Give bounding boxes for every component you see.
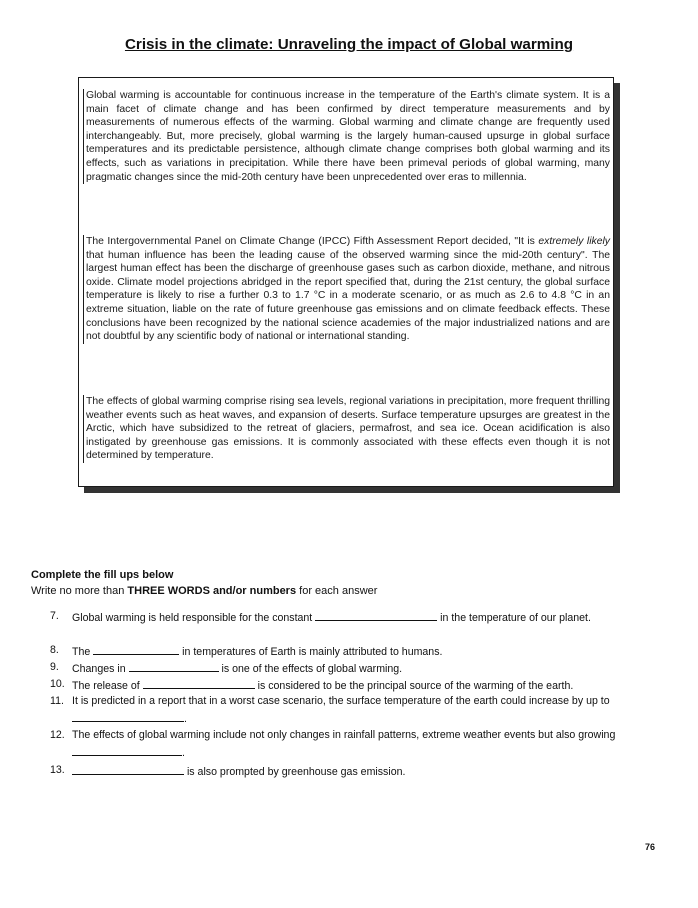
- question-text-before: The release of: [72, 680, 140, 692]
- instructions-line-a: Write no more than: [31, 585, 128, 597]
- question-number: 9.: [50, 661, 59, 673]
- question-text-before: The: [72, 646, 91, 658]
- instructions-line-bold: THREE WORDS and/or numbers: [127, 585, 297, 597]
- passage-paragraph-2-part-a: The Intergovernmental Panel on Climate Change (IPCC) Fifth Assessment Report decided, "It is: [86, 236, 539, 247]
- page-number: 76: [645, 842, 656, 852]
- question-text-after: in temperatures of Earth is mainly attributed to humans.: [182, 646, 443, 658]
- passage-paragraph-2-emphasis: extremely likely: [538, 236, 610, 247]
- question-number: 10.: [50, 678, 65, 690]
- question-text-before: The effects of global warming include not only changes in rainfall patterns, extreme weather events but also growing: [72, 729, 616, 741]
- question-text-after: .: [182, 746, 185, 759]
- answer-blank-11[interactable]: [72, 710, 184, 722]
- question-text-after: is one of the effects of global warming.: [221, 663, 403, 675]
- question-text-after: is also prompted by greenhouse gas emission.: [186, 766, 406, 778]
- question-number: 8.: [50, 644, 59, 656]
- question-number: 13.: [50, 764, 65, 776]
- question-text-after: .: [184, 712, 187, 725]
- question-text-before: Changes in: [72, 663, 126, 675]
- answer-blank-12[interactable]: [72, 744, 182, 756]
- instructions-title: Complete the fill ups below: [31, 569, 174, 581]
- answer-blank-13[interactable]: [72, 763, 184, 775]
- passage-paragraph-2-part-b: that human influence has been the leading cause of the observed warming since the mid-20th century". The largest human effect has been the discharge of greenhouse gases such as carbon dioxide, methane, and nitrous oxide. Climate model projections abridged in the report specified that, during the 21st century, the global surface temperature is likely to rise a further 0.3 to 1.7 °C in a moderate scenario, or as much as 2.6 to 4.8 °C in an extreme situation, liable on the rate of future greenhouse gas emissions and on climate feedback effects. These conclusions have been recognized by the national science academies of the major industrialized nations and are not doubtful by any scientific body of national or international standing.: [86, 249, 610, 343]
- passage-box: [78, 77, 614, 487]
- question-number: 7.: [50, 610, 59, 622]
- answer-blank-10[interactable]: [143, 677, 255, 689]
- passage-paragraph-3: The effects of global warming comprise rising sea levels, regional variations in precipitation, more frequent thrilling weather events such as heat waves, and expansion of deserts. Surface temperature upsurges are greatest in the Arctic, which have subsidized to the retreat of glaciers, permafrost, and sea ice. Ocean acidification is also instigated by greenhouse gas emissions. It is commonly associated with these effects even though it is not determined by temperature.: [83, 395, 610, 463]
- question-text-after: in the temperature of our planet.: [440, 612, 591, 624]
- question-number: 11.: [50, 695, 64, 707]
- instructions-line: [31, 585, 377, 597]
- instructions-line-b: for each answer: [296, 585, 378, 597]
- question-number: 12.: [50, 729, 65, 741]
- answer-blank-9[interactable]: [129, 660, 219, 672]
- question-text-after: is considered to be the principal source of the warming of the earth.: [257, 680, 574, 692]
- passage-paragraph-2: [83, 235, 610, 344]
- answer-blank-7[interactable]: [315, 609, 437, 621]
- question-text-before: It is predicted in a report that in a worst case scenario, the surface temperature of the earth could increase by up to: [72, 695, 610, 707]
- question-text-before: Global warming is held responsible for the constant: [72, 612, 313, 624]
- answer-blank-8[interactable]: [93, 643, 179, 655]
- passage-paragraph-1: Global warming is accountable for continuous increase in the temperature of the Earth's climate system. It is a main facet of climate change and has been confirmed by direct temperature measurements and by measurements of numerous effects of the warming. Global warming and climate change are frequently used interchangeably. But, more precisely, global warming is the largely human-caused upsurge in global surface temperatures and its predictable persistence, although climate change comprises both global warming and its effects, such as variations in precipitation. While there have been primeval periods of global warming, many pragmatic changes since the mid-20th century have been unprecedented over eras to millennia.: [83, 89, 610, 184]
- page-title: Crisis in the climate: Unraveling the impact of Global warming: [124, 36, 574, 53]
